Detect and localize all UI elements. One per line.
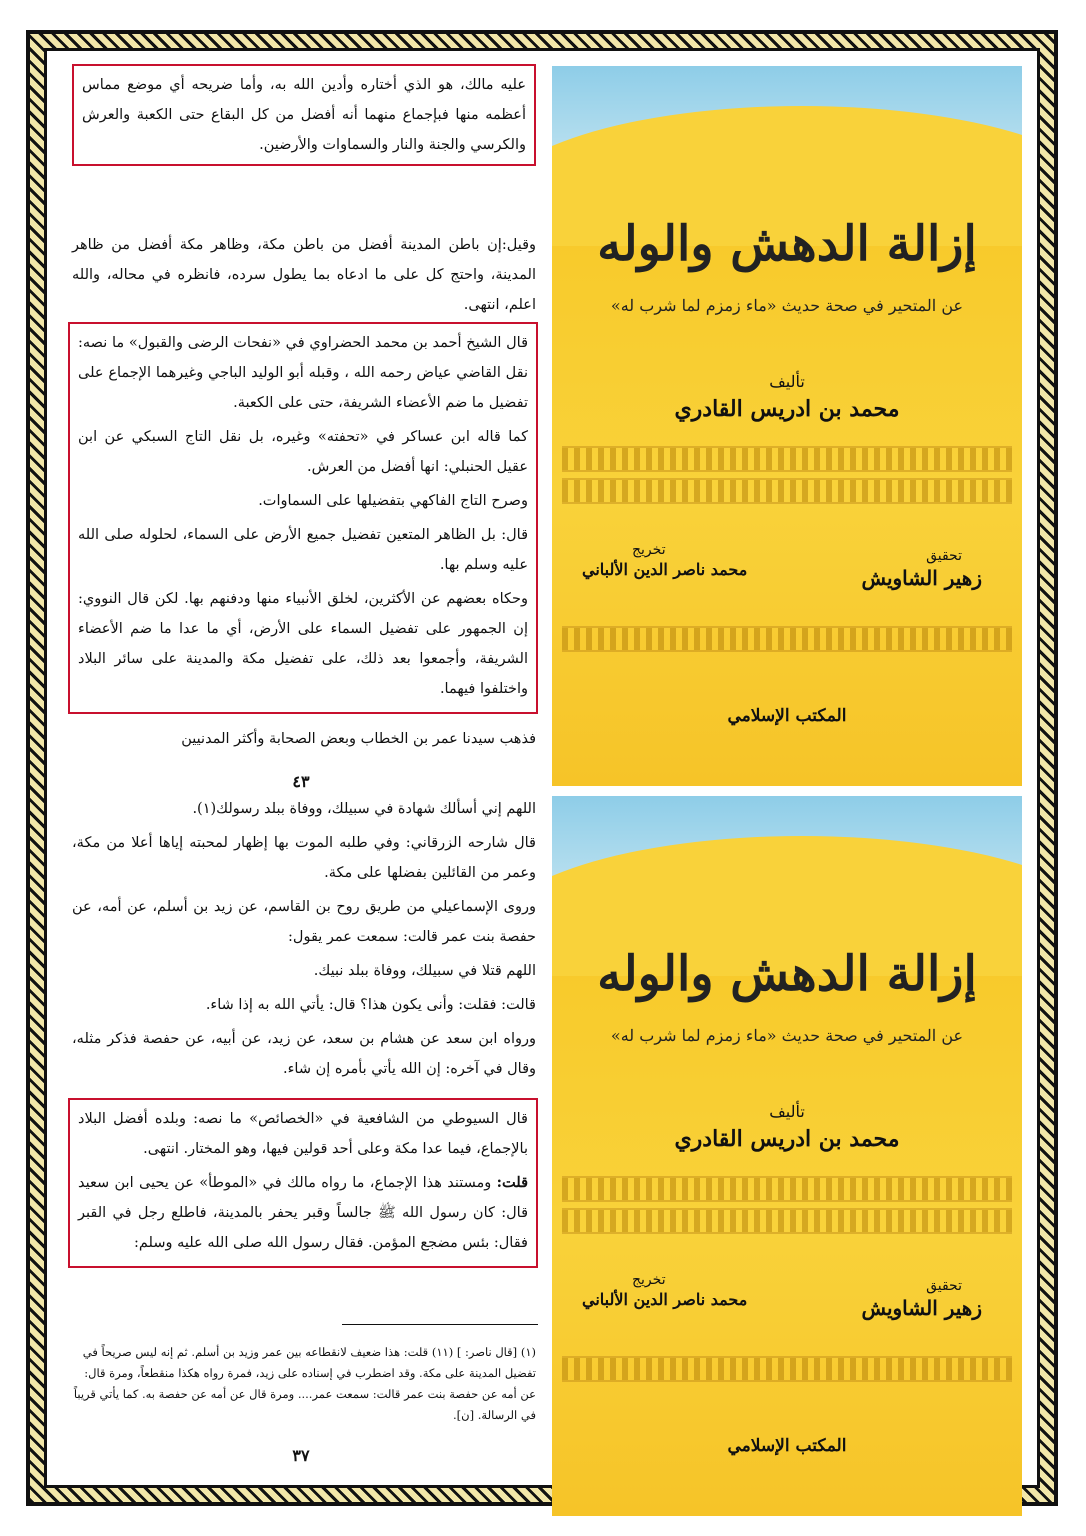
text-column	[62, 56, 540, 1476]
paragraph-text: قال: بل الظاهر المتعين تفضيل جميع الأرض على السماء، لحلوله صلى الله عليه وسلم بها.	[78, 527, 528, 573]
cover-author: محمد بن ادريس القادري	[674, 1126, 900, 1152]
cover-publisher: المكتب الإسلامي	[727, 1436, 847, 1456]
paragraph-text	[78, 1168, 528, 1258]
cover-subtitle: عن المتحير في صحة حديث «ماء زمزم لما شرب له»	[610, 1026, 964, 1045]
book-cover-2	[552, 796, 1022, 1516]
paragraph-text: كما قاله ابن عساكر في «تحفته» وغيره، بل نقل التاج السبكي عن ابن عقيل الحنبلي: انها أفضل من العرش.	[78, 429, 528, 475]
cover-subtitle: عن المتحير في صحة حديث «ماء زمزم لما شرب له»	[610, 296, 964, 315]
book-cover-1	[552, 66, 1022, 786]
paragraph-text: عليه مالك، هو الذي أختاره وأدين الله به، وأما ضريحه أي موضع مماس أعظمه منها فبإجماع منهما أنه أفضل من كل البقاع حتى الكعبة والعرش والكرسي والجنة والنار والسماوات والأرضين.	[82, 77, 526, 153]
paragraph-2: وقيل:إن باطن المدينة أفضل من باطن مكة، وظاهر مكة أفضل من ظاهر المدينة، واحتج كل على ما ادعاه بما يطول سرده، فانظره في محاله، والله اعلم، انتهى.	[72, 237, 536, 313]
ornament-band-icon	[562, 1176, 1012, 1202]
cover-takhrij-label: تخريج	[632, 1272, 666, 1288]
paragraph-text: ورواه ابن سعد عن هشام بن سعد، عن زيد، عن أبيه، عن حفصة فذكر مثله، وقال في آخره: إن الله يأتي بأمره إن شاء.	[72, 1031, 536, 1077]
ornament-band-icon	[562, 1208, 1012, 1234]
footnote-divider	[342, 1324, 538, 1325]
paragraph-text: ومستند هذا الإجماع، ما رواه مالك في «الموطأ» عن يحيى ابن سعيد قال: كان رسول الله ﷺ جالساً وقبر يحفر بالمدينة، فاطلع رجل في القبر فقال: بئس مضجع المؤمن. فقال رسول الله صلى الله عليه وسلم:	[78, 1175, 528, 1251]
paragraph-text: وصرح التاج الفاكهي بتفضيلها على السماوات.	[258, 493, 528, 509]
paragraph-text: اللهم قتلا في سبيلك، ووفاة ببلد نبيك.	[313, 963, 536, 979]
cover-publisher: المكتب الإسلامي	[727, 706, 847, 726]
qultu-label: قلت:	[496, 1174, 528, 1191]
cover-title: إزالة الدهش والوله	[597, 216, 977, 272]
cover-tahqiq-name: زهير الشاويش	[861, 1296, 982, 1320]
cover-tahqiq-name: زهير الشاويش	[861, 566, 982, 590]
ornament-band-icon	[562, 626, 1012, 652]
paragraph-4: فذهب سيدنا عمر بن الخطاب وبعض الصحابة وأكثر المدنيين	[181, 731, 536, 747]
highlighted-paragraph-3	[68, 1098, 538, 1268]
ornament-band-icon	[562, 1356, 1012, 1382]
highlighted-paragraph-2	[68, 322, 538, 714]
cover-takhrij-name: محمد ناصر الدين الألباني	[582, 1290, 748, 1309]
cover-takhrij-label: تخريج	[632, 542, 666, 558]
paragraph-text: قالت: فقلت: وأنى يكون هذا؟ قال: يأتي الله به إذا شاء.	[205, 997, 536, 1013]
paragraph-text: وروى الإسماعيلي من طريق روح بن القاسم، عن زيد بن أسلم، عن أمه، عن حفصة بنت عمر قالت: سمعت عمر يقول:	[72, 899, 536, 945]
cover-author-label: تأليف	[769, 1102, 805, 1121]
paragraph-text: اللهم إني أسألك شهادة في سبيلك، ووفاة ببلد رسولك(١).	[192, 801, 536, 817]
paragraph-text: قال شارحه الزرقاني: وفي طلبه الموت بها إظهار لمحبته إياها أعلا من مكة، وعمر من القائلين بفضلها على مكة.	[72, 835, 536, 881]
cover-author-label: تأليف	[769, 372, 805, 391]
paragraph-text: قال الشيخ أحمد بن محمد الحضراوي في «نفحات الرضى والقبول» ما نصه: نقل القاضي عياض رحمه الله ، وقبله أبو الوليد الباجي وغيرهما الإجماع على تفضيل ما ضم الأعضاء الشريفة، حتى على الكعبة.	[78, 335, 528, 411]
ornament-band-icon	[562, 478, 1012, 504]
paragraph-group-5	[72, 794, 536, 1088]
cover-tahqiq-label: تحقيق	[926, 1278, 962, 1294]
ornament-band-icon	[562, 446, 1012, 472]
paragraph-text: وحكاه بعضهم عن الأكثرين، لخلق الأنبياء منها ودفنهم بها. لكن قال النووي: إن الجمهور على تفضيل السماء على الأرض، أي ما عدا ما ضم الأعضاء الشريفة، وأجمعوا بعد ذلك، على تفضيل مكة والمدينة على سائر البلاد واختلفوا فيهما.	[78, 591, 528, 697]
footnote: (١) [قال ناصر: ] (١١) قلت: هذا ضعيف لانقطاعه بين عمر وزيد بن أسلم. ثم إنه ليس صريحاً في تفضيل المدينة على مكة. وقد اضطرب في إسناده على زيد، فمرة رواه هكذا منقطعاً، ومرة قال: عن أمه عن حفصة بنت عمر قالت: سمعت عمر.... ومرة قال عن أمه عن حفصة به. كما يأتي قريباً في الرسالة. [ن].	[73, 1344, 536, 1422]
paragraph-text: قال السيوطي من الشافعية في «الخصائص» ما نصه: وبلده أفضل البلاد بالإجماع، فيما عدا مكة وعلى أحد قولين فيها، وهو المختار. انتهى.	[78, 1111, 528, 1157]
cover-takhrij-name: محمد ناصر الدين الألباني	[582, 560, 748, 579]
page-number-bottom: ٣٧	[292, 1446, 310, 1465]
cover-title: إزالة الدهش والوله	[597, 946, 977, 1002]
highlighted-paragraph-1	[72, 64, 536, 166]
cover-author: محمد بن ادريس القادري	[674, 396, 900, 422]
page-number-mid: ٤٣	[292, 772, 310, 791]
cover-tahqiq-label: تحقيق	[926, 548, 962, 564]
